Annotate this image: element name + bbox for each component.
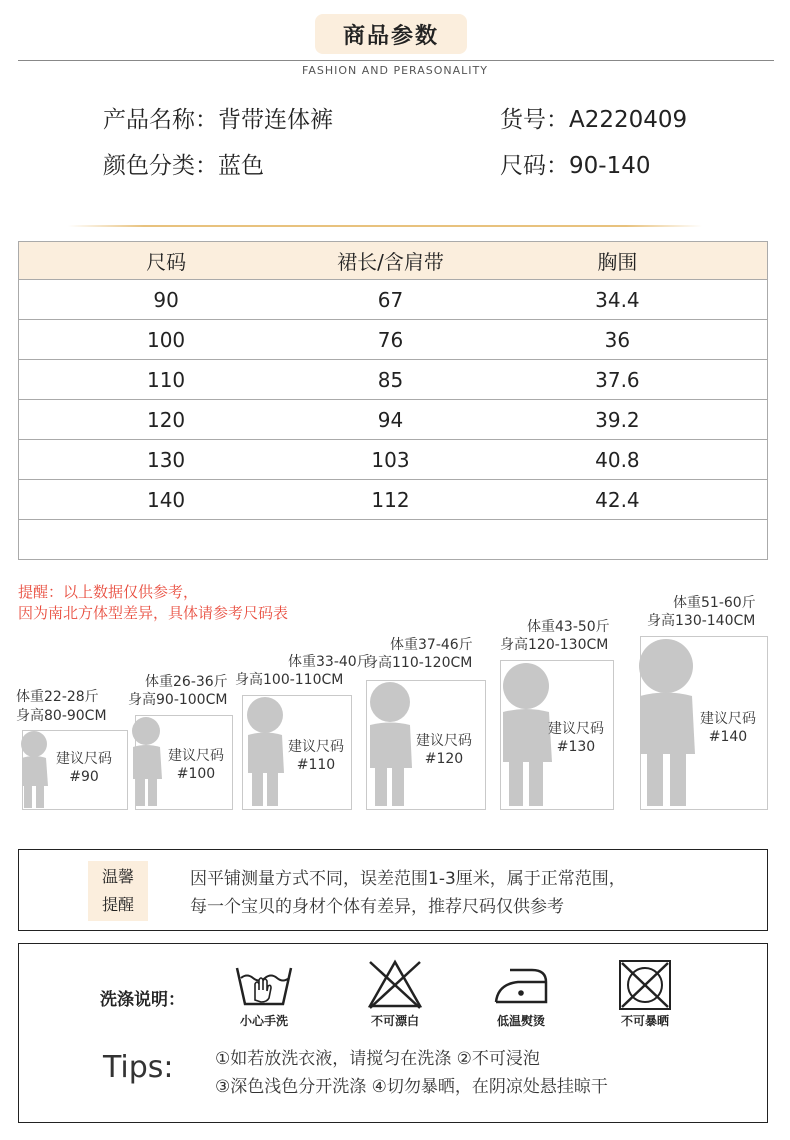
suggest-size: #120	[424, 751, 464, 767]
no-bleach-icon	[366, 958, 424, 1010]
sku-value: A2220409	[569, 107, 688, 133]
cell-size: 120	[19, 400, 314, 440]
kid-height: 身高90-100CM	[128, 692, 228, 708]
tip-line-2: 每一个宝贝的身材个体有差异，推荐尺码仅供参考	[190, 897, 564, 917]
suggest-size: #90	[69, 769, 99, 785]
cell-chest: 40.8	[468, 440, 768, 480]
tips-heading: Tips:	[103, 1050, 174, 1085]
kid-suggest	[280, 738, 352, 774]
cell-chest: 37.6	[468, 360, 768, 400]
suggest-label: 建议尺码	[56, 751, 112, 767]
cell-size: 140	[19, 480, 314, 520]
kid-height: 身高80-90CM	[16, 708, 107, 724]
kid-height: 身高100-110CM	[235, 672, 344, 688]
kid-height: 身高110-120CM	[364, 655, 473, 671]
product-name-value: 背带连体裤	[218, 107, 333, 133]
suggest-size: #140	[708, 729, 748, 745]
suggest-label: 建议尺码	[700, 711, 756, 727]
size-range-label: 尺码：	[500, 153, 569, 179]
tip-label-line-2: 提醒	[101, 895, 134, 914]
kid-height: 身高130-140CM	[647, 613, 756, 629]
table-row	[19, 280, 768, 320]
table-row-empty	[19, 520, 768, 560]
col-header-chest: 胸围	[468, 242, 768, 280]
kid-suggest	[540, 720, 612, 756]
kid-weight: 体重22-28斤	[16, 689, 99, 705]
cell-chest: 36	[468, 320, 768, 360]
notice-line-1: 提醒：以上数据仅供参考，	[18, 583, 199, 601]
sku-label: 货号：	[500, 107, 569, 133]
col-header-size: 尺码	[19, 242, 314, 280]
size-range-value: 90-140	[569, 153, 651, 179]
cell-size: 90	[19, 280, 314, 320]
kid-height: 身高120-130CM	[500, 637, 609, 653]
kid-suggest	[692, 710, 764, 746]
tip-text	[190, 865, 626, 921]
empty-cell	[468, 520, 768, 560]
suggest-size: #110	[296, 757, 336, 773]
low-iron-icon	[488, 962, 554, 1008]
cell-chest: 34.4	[468, 280, 768, 320]
kid-suggest	[408, 732, 480, 768]
kids-size-guide	[0, 590, 790, 830]
cell-length: 94	[313, 400, 468, 440]
size-table	[18, 241, 768, 560]
table-row	[19, 480, 768, 520]
cell-size: 130	[19, 440, 314, 480]
cell-length: 67	[313, 280, 468, 320]
color-label: 颜色分类：	[103, 153, 218, 179]
kid-weight: 体重43-50斤	[527, 619, 610, 635]
color-value: 蓝色	[218, 153, 264, 179]
suggest-label: 建议尺码	[548, 721, 604, 737]
low-iron-label: 低温熨烫	[496, 1014, 545, 1028]
no-bleach-label: 不可漂白	[370, 1014, 419, 1028]
cell-length: 76	[313, 320, 468, 360]
cell-size: 110	[19, 360, 314, 400]
kid-suggest	[48, 750, 120, 786]
suggest-size: #100	[176, 766, 216, 782]
tips-line-1: ①如若放洗衣液，请搅匀在洗涤 ②不可浸泡	[215, 1049, 540, 1069]
header-divider	[18, 60, 774, 61]
tip-line-1: 因平铺测量方式不同，误差范围1-3厘米，属于正常范围，	[190, 869, 626, 889]
color-row	[103, 147, 264, 180]
kid-suggest	[160, 747, 232, 783]
suggest-label: 建议尺码	[168, 748, 224, 764]
suggest-size: #130	[556, 739, 596, 755]
empty-cell	[19, 520, 314, 560]
cell-chest: 42.4	[468, 480, 768, 520]
empty-cell	[313, 520, 468, 560]
no-sun-icon	[617, 958, 673, 1012]
kid-weight: 体重26-36斤	[145, 674, 228, 690]
kid-weight: 体重33-40斤	[288, 654, 371, 670]
table-header-row	[19, 242, 768, 280]
table-row	[19, 400, 768, 440]
cell-length: 112	[313, 480, 468, 520]
cell-size: 100	[19, 320, 314, 360]
table-row	[19, 440, 768, 480]
col-header-length: 裙长/含肩带	[313, 242, 468, 280]
wash-title: 洗涤说明：	[100, 990, 185, 1010]
product-name-row	[103, 101, 333, 134]
cell-length: 85	[313, 360, 468, 400]
gold-divider	[68, 225, 702, 227]
product-name-label: 产品名称：	[103, 107, 218, 133]
hand-wash-icon	[233, 960, 295, 1010]
tip-label-line-1: 温馨	[101, 867, 134, 886]
tip-label	[88, 861, 148, 921]
cell-chest: 39.2	[468, 400, 768, 440]
suggest-label: 建议尺码	[288, 739, 344, 755]
notice-line-2: 因为南北方体型差异，具体请参考尺码表	[18, 604, 289, 622]
tips-line-2: ③深色浅色分开洗涤 ④切勿暴晒，在阴凉处悬挂晾干	[215, 1077, 608, 1097]
tips-text	[215, 1045, 608, 1101]
kid-weight: 体重37-46斤	[390, 637, 473, 653]
cell-length: 103	[313, 440, 468, 480]
size-range-row	[500, 147, 650, 180]
table-row	[19, 360, 768, 400]
hand-wash-label: 小心手洗	[239, 1014, 288, 1028]
sku-row	[500, 101, 687, 134]
kid-weight: 体重51-60斤	[673, 595, 756, 611]
table-row	[19, 320, 768, 360]
no-sun-label: 不可暴晒	[620, 1014, 669, 1028]
page-title: 商品参数	[315, 14, 467, 54]
suggest-label: 建议尺码	[416, 733, 472, 749]
header-subtitle: FASHION AND PERASONALITY	[200, 64, 590, 77]
